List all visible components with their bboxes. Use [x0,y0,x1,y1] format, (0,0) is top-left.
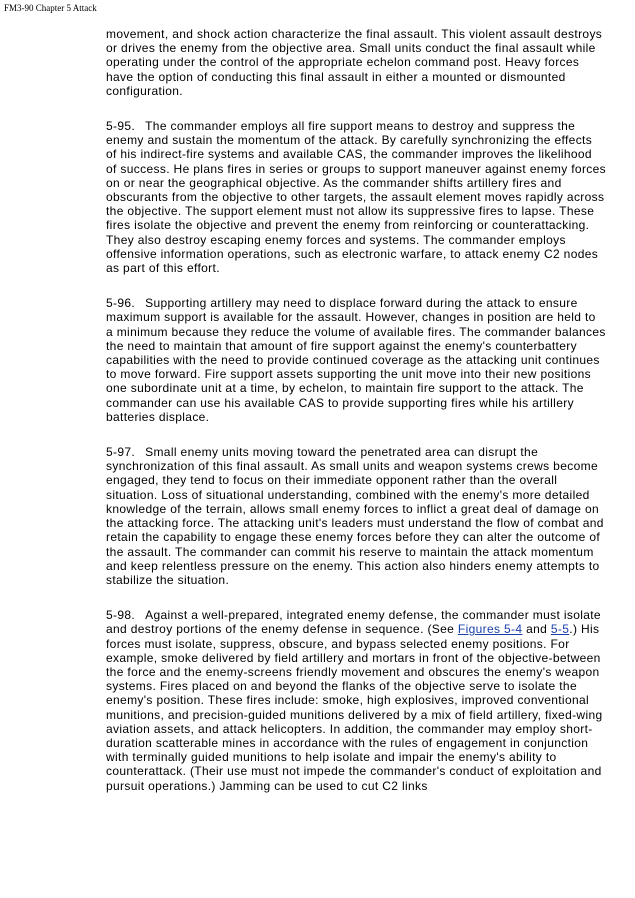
paragraph-text-after: .) His forces must isolate, suppress, obscure, and bypass selected enemy positions. For example, smoke delivered by field artillery and mortars in front of the objective-between the force and the enemy-screens friendly movement and obscures the enemy's weapon systems. Fires placed on and beyond the flanks of the objective serve to isolate the enemy's position. These fires include: smoke, high explosives, improved conventional munitions, and precision-guided munitions delivered by a mix of field artillery, fixed-wing aviation assets, and attack helicopters. In addition, the commander may employ short-duration scatterable mines in accordance with the rules of engagement in conjunction with terminally guided munitions to help isolate and impair the enemy's ability to counterattack. (Their use must not impede the commander's conduct of exploitation and pursuit operations.) Jamming can be used to cut C2 links [106,622,603,793]
paragraph-5-96 [106,296,606,424]
paragraph-continuation [106,27,606,98]
page-header: FM3-90 Chapter 5 Attack [4,3,97,13]
paragraph-text-mid: and [522,622,551,637]
paragraph-text: Small enemy units moving toward the penetrated area can disrupt the synchronization of this final assault. As small units and weapon systems crews become engaged, they tend to focus on their immediate opponent rather than the overall situation. Loss of situational understanding, combined with the enemy's more detailed knowledge of the terrain, allows small enemy forces to inflict a great deal of damage on the attacking force. The attacking unit's leaders must understand the flow of combat and retain the capability to engage these enemy forces before they can alter the outcome of the assault. The commander can commit his reserve to maintain the attack momentum and keep relentless pressure on the enemy. This action also hinders enemy attempts to stabilize the situation. [106,445,604,587]
paragraph-number: 5-95. [106,119,136,134]
paragraph-text: The commander employs all fire support means to destroy and suppress the enemy and sustain the momentum of the attack. By carefully synchronizing the effects of his indirect-fire systems and available CAS, the commander improves the likelihood of success. He plans fires in series or groups to support maneuver against enemy forces on or near the geographical objective. As the commander shifts artillery fires and obscurants from the objective to other targets, the assault element moves rapidly across the objective. The support element must not allow its suppressive fires to lapse. These fires isolate the objective and prevent the enemy from reinforcing or counterattacking. They also destroy escaping enemy forces and systems. The commander employs offensive information operations, such as electronic warfare, to attack enemy C2 nodes as part of this effort. [106,119,607,276]
document-body [106,27,606,814]
paragraph-text-before: Against a well-prepared, integrated enemy defense, the commander must isolate and destroy portions of the enemy defense in sequence. (See [106,608,601,637]
paragraph-5-97 [106,445,606,587]
paragraph-number: 5-98. [106,608,136,623]
paragraph-5-98 [106,608,606,793]
paragraph-text: Supporting artillery may need to displace forward during the attack to ensure maximum support is available for the assault. However, changes in position are held to a minimum because they reduce the volume of available fires. The commander balances the need to maintain that amount of fire support against the enemy's counterbattery capabilities with the need to provide continued coverage as the attacking unit continues to move forward. Fire support assets supporting the unit move into their new positions one subordinate unit at a time, by echelon, to maintain fire support to the attack. The commander can use his available CAS to provide supporting fires while his artillery batteries displace. [106,296,606,424]
figure-5-5-link[interactable]: 5-5 [550,622,570,637]
paragraph-text: movement, and shock action characterize the final assault. This violent assault destroys or drives the enemy from the objective area. Small units conduct the final assault while operating under the control of the appropriate echelon command post. Heavy forces have the option of conducting this final assault in either a mounted or dismounted configuration. [106,27,603,98]
figures-5-4-link[interactable]: Figures 5-4 [457,622,523,637]
paragraph-number: 5-96. [106,296,136,311]
paragraph-number: 5-97. [106,445,136,460]
paragraph-5-95 [106,119,606,275]
